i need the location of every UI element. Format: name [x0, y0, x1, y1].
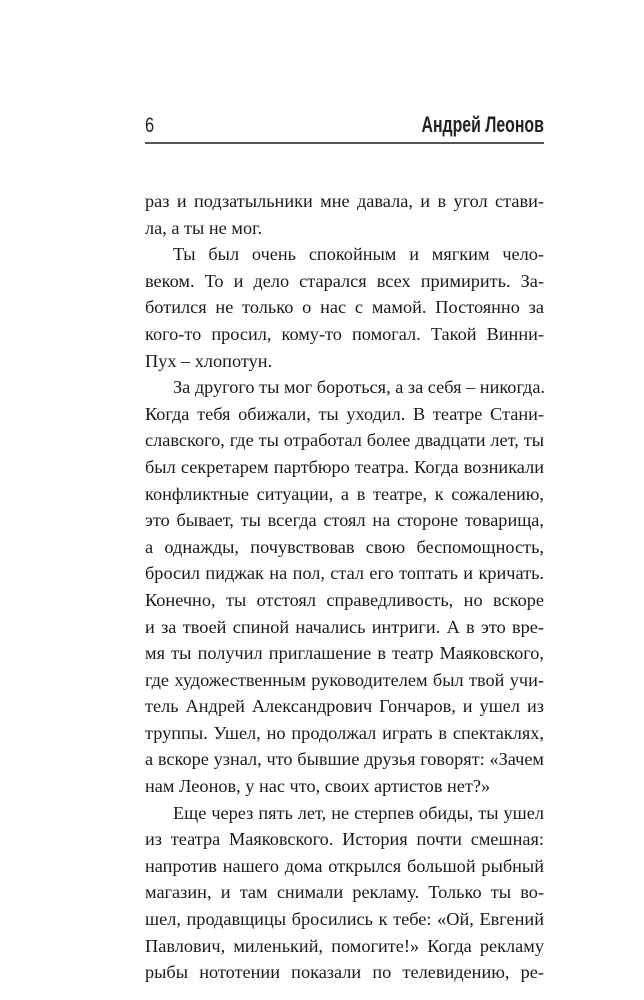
- text-line: это бывает, ты всегда стоял на стороне товарища,: [145, 510, 544, 531]
- text-line: кого-то просил, кому-то помогал. Такой Винни-: [145, 323, 544, 344]
- page-header: [145, 112, 544, 144]
- page-number: 6: [145, 114, 155, 137]
- text-line: Когда тебя обижали, ты уходил. В театре Стани-: [145, 403, 544, 424]
- text-line: Еще через пять лет, не стерпев обиды, ты ушел: [173, 802, 544, 823]
- text-line: шел, продавщицы бросились к тебе: «Ой, Евгений: [145, 909, 544, 930]
- text-line: конфликтные ситуации, а в театре, к сожалению,: [145, 483, 544, 504]
- text-line: бросил пиджак на пол, стал его топтать и кричать.: [145, 563, 544, 584]
- text-line: из театра Маяковского. История почти смешная:: [145, 829, 544, 850]
- text-line: где художественным руководителем был твой учи-: [145, 669, 544, 690]
- text-line: а однажды, почувствовав свою беспомощность,: [145, 536, 544, 557]
- paragraph: [145, 188, 544, 241]
- text-line: За другого ты мог бороться, а за себя – никогда.: [173, 377, 546, 398]
- text-line: Пух – хлопотун.: [145, 350, 273, 371]
- text-line: мя ты получил приглашение в театр Маяковского,: [145, 643, 544, 664]
- paragraph: [145, 800, 544, 986]
- text-line: славского, где ты отработал более двадцати лет, ты: [145, 430, 544, 451]
- text-line: веком. То и дело старался всех примирить. За-: [145, 270, 544, 291]
- text-line: тель Андрей Александрович Гончаров, и ушел из: [145, 696, 544, 717]
- paragraph: [145, 241, 544, 374]
- text-line: Конечно, ты отстоял справедливость, но вскоре: [145, 589, 544, 610]
- text-line: труппы. Ушел, но продолжал играть в спектаклях,: [145, 722, 544, 743]
- text-line: рыбы нототении показали по телевидению, ре-: [145, 962, 544, 983]
- text-line: Ты был очень спокойным и мягким чело-: [173, 244, 544, 265]
- text-line: раз и подзатыльники мне давала, и в угол стави-: [145, 191, 544, 211]
- text-line: а вскоре узнал, что бывшие друзья говорят: «Зачем: [145, 749, 544, 770]
- body-text: [145, 188, 544, 986]
- text-line: ботился не только о нас с мамой. Постоянно за: [145, 297, 544, 318]
- running-head-author: Андрей Леонов: [421, 112, 544, 137]
- text-line: был секретарем партбюро театра. Когда возникали: [145, 456, 544, 477]
- text-line: напротив нашего дома открылся большой рыбный: [145, 855, 544, 876]
- text-line: нам Леонов, у нас что, своих артистов нет?»: [145, 776, 491, 797]
- text-line: магазин, и там снимали рекламу. Только ты во-: [145, 882, 544, 903]
- text-line: ла, а ты не мог.: [145, 217, 263, 238]
- text-line: Павлович, миленький, помогите!» Когда рекламу: [145, 935, 544, 956]
- paragraph: [145, 374, 544, 800]
- text-line: и за твоей спиной начались интриги. А в это вре-: [145, 616, 544, 637]
